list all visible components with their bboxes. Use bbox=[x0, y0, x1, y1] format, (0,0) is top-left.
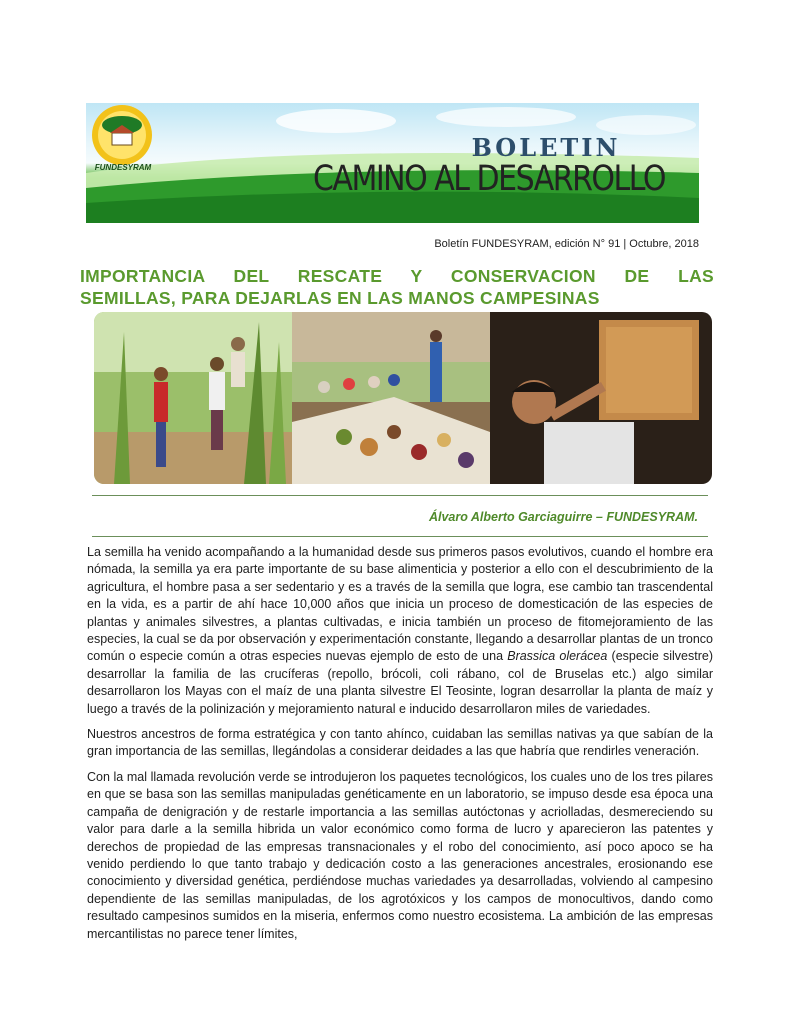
paragraph-1-italic: Brassica olerácea bbox=[507, 649, 608, 664]
photo-seed-fair bbox=[292, 312, 490, 484]
photo-seed-storage bbox=[490, 312, 712, 484]
paragraph-1-text-b: (especie silvestre) desarrollar la familia de las crucíferas (repollo, brócoli, coli rábano, col de Bruselas etc.) algo similar desarrollaron los Mayas con el maíz de una planta silvestre El Teosinte, logran desarrollar la planta de maíz y luego a través de la polinización y mejoramiento natural e inducido desarrollaron miles de variedades. bbox=[87, 649, 713, 716]
photo-collage bbox=[94, 312, 712, 484]
author-byline: Álvaro Alberto Garciaguirre – FUNDESYRAM. bbox=[428, 510, 698, 524]
banner-title: BOLETIN bbox=[471, 133, 621, 162]
logo-text: FUNDESYRAM bbox=[94, 163, 152, 172]
banner-subtitle: CAMINO AL DESARROLLO bbox=[312, 159, 666, 200]
headline-line-2: SEMILLAS, PARA DEJARLAS EN LAS MANOS CAMPESINAS bbox=[80, 288, 600, 308]
headline-line-1: IMPORTANCIA DEL RESCATE Y CONSERVACION DE LAS bbox=[80, 266, 714, 286]
divider-top bbox=[92, 495, 708, 496]
paragraph-1 bbox=[87, 544, 713, 718]
divider-bottom bbox=[92, 536, 708, 537]
paragraph-2: Nuestros ancestros de forma estratégica y con tanto ahínco, cuidaban las semillas nativas ya que sabían de la gran importancia de las semillas, llegándolas a considerar deidades a las que habría que rendirles veneración. bbox=[87, 727, 713, 759]
article-body bbox=[87, 544, 713, 951]
paragraph-1-text-a: La semilla ha venido acompañando a la humanidad desde sus primeros pasos evolutivos, cuando el hombre era nómada, la semilla ya era parte importante de su base alimenticia y posterior a ello con el descubrimiento de la agricultura, el hombre pasa a ser sedentario y es a través de la semilla que logra, ese cambio tan trascendental en la vida, es a partir de ahí hace 10,000 años que inicia un proceso de domesticación de las especies de plantas y animales silvestres, a plantas cultivadas, e inicia también un proceso de fitomejoramiento de las especies, la cual se da por observación y experimentación constante, llegando a desarrollar plantas de un tronco común o especie común a otras especies nuevas ejemplo de esto de una bbox=[87, 545, 713, 664]
paragraph-3: Con la mal llamada revolución verde se introdujeron los paquetes tecnológicos, los cuales uno de los tres pilares en que se basa son las semillas manipuladas genéticamente en un laboratorio, se impuso desde esa época una campaña de denigración y de restarle importancia a las semillas autóctonas y acriolladas, desmereciendo su valor para darle a la semilla hibrida un valor económico como forma de lucro y aparecieron las patentes y derechos de propiedad de las empresas transnacionales y el robo del conocimiento, así poco apoco se ha venido perdiendo lo que tanto trabajo y dedicación costo a las generaciones ancestrales, erosionando ese conocimiento y diversidad genética, perdiéndose muchas variedades ya desarrolladas, volviendo al campesino dependiente de las semillas manipuladas, de los agrotóxicos y los campos de monocultivos, dando como resultado campesinos sumidos en la miseria, enfermos como nuestro ecosistema. La ambición de las empresas mercantilistas no parece tener límites, bbox=[87, 769, 713, 941]
photo-field-farmers bbox=[94, 312, 292, 484]
edition-line: Boletín FUNDESYRAM, edición N° 91 | Octubre, 2018 bbox=[434, 238, 699, 250]
article-headline bbox=[80, 265, 714, 309]
newsletter-banner bbox=[86, 103, 699, 223]
